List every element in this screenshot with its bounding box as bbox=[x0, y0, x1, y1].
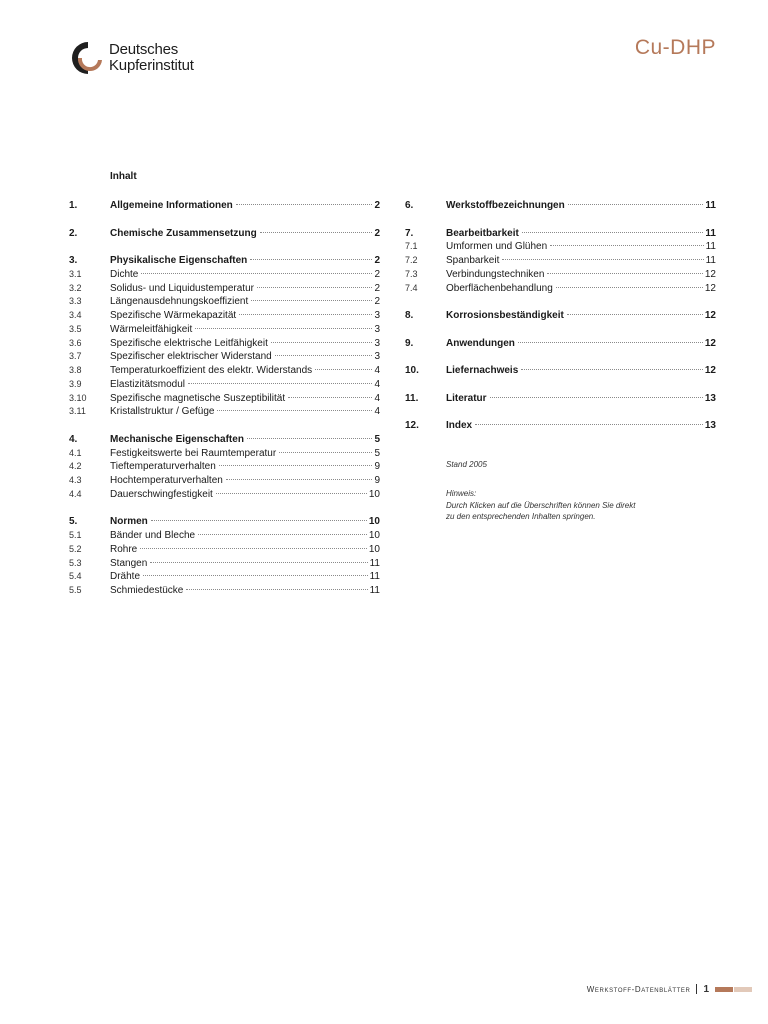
toc-subsection-link[interactable] bbox=[69, 557, 380, 571]
toc-label-line bbox=[446, 309, 716, 323]
toc-page-number: 3 bbox=[374, 323, 380, 335]
toc-label-line bbox=[110, 268, 380, 282]
toc-leader-dots bbox=[279, 452, 372, 453]
toc-label-line bbox=[110, 557, 380, 571]
toc-title: Dichte bbox=[110, 268, 139, 280]
toc-subsection-link[interactable] bbox=[69, 584, 380, 598]
hint-line1: Durch Klicken auf die Überschriften können Sie direkt bbox=[446, 500, 636, 510]
footer-accent-bar-light bbox=[734, 987, 752, 992]
toc-leader-dots bbox=[236, 204, 373, 205]
toc-section-link[interactable] bbox=[405, 227, 716, 241]
toc-subsection-link[interactable] bbox=[69, 405, 380, 419]
toc-page-number: 3 bbox=[374, 337, 380, 349]
toc-leader-dots bbox=[198, 534, 367, 535]
toc-spacer bbox=[405, 405, 716, 419]
toc-left-column bbox=[69, 199, 380, 598]
toc-page-number: 2 bbox=[374, 255, 380, 266]
toc-subsection-link[interactable] bbox=[69, 570, 380, 584]
toc-right-column bbox=[405, 199, 716, 433]
toc-page-number: 12 bbox=[704, 337, 716, 349]
toc-label-line bbox=[110, 405, 380, 419]
toc-number: 3.2 bbox=[69, 282, 82, 293]
toc-page-number: 5 bbox=[374, 447, 380, 459]
toc-leader-dots bbox=[247, 438, 373, 439]
toc-label-line bbox=[110, 515, 380, 529]
toc-number: 2. bbox=[69, 227, 78, 239]
toc-subsection-link[interactable] bbox=[69, 282, 380, 296]
toc-number: 3.1 bbox=[69, 268, 82, 279]
toc-title: Bänder und Bleche bbox=[110, 530, 196, 541]
toc-leader-dots bbox=[188, 383, 372, 384]
toc-section-link[interactable] bbox=[405, 392, 716, 406]
toc-number: 5.5 bbox=[69, 585, 82, 595]
toc-leader-dots bbox=[547, 273, 702, 274]
toc-leader-dots bbox=[217, 410, 372, 411]
toc-number: 3.3 bbox=[69, 296, 82, 307]
toc-number: 7.3 bbox=[405, 268, 418, 279]
toc-leader-dots bbox=[150, 562, 367, 563]
toc-page-number: 11 bbox=[369, 557, 380, 569]
toc-subsection-link[interactable] bbox=[69, 268, 380, 282]
toc-leader-dots bbox=[195, 328, 372, 329]
toc-label-line bbox=[110, 433, 380, 447]
toc-label-line bbox=[110, 323, 380, 337]
toc-section-link[interactable] bbox=[69, 227, 380, 241]
toc-title: Oberflächenbehandlung bbox=[446, 282, 553, 294]
toc-title: Korrosionsbeständigkeit bbox=[446, 310, 564, 321]
toc-title: Spanbarkeit bbox=[446, 255, 500, 266]
toc-page-number: 2 bbox=[374, 268, 380, 280]
toc-page-number: 3 bbox=[374, 351, 380, 363]
toc-label-line bbox=[110, 584, 380, 598]
toc-spacer bbox=[69, 213, 380, 227]
toc-page-number: 4 bbox=[374, 392, 380, 404]
toc-subsection-link[interactable] bbox=[69, 295, 380, 309]
toc-leader-dots bbox=[521, 369, 703, 370]
toc-subsection-link[interactable] bbox=[69, 309, 380, 323]
toc-label-line bbox=[110, 337, 380, 351]
toc-subsection-link[interactable] bbox=[405, 282, 716, 296]
toc-title: Chemische Zusammensetzung bbox=[110, 227, 257, 239]
toc-section-link[interactable] bbox=[69, 199, 380, 213]
toc-leader-dots bbox=[568, 204, 704, 205]
toc-page-number: 2 bbox=[374, 200, 380, 211]
toc-label-line bbox=[110, 488, 380, 502]
toc-number: 3.6 bbox=[69, 337, 82, 348]
toc-label-line bbox=[110, 309, 380, 323]
toc-title: Festigkeitswerte bei Raumtemperatur bbox=[110, 447, 277, 459]
toc-subsection-link[interactable] bbox=[69, 488, 380, 502]
toc-number: 7.2 bbox=[405, 255, 418, 265]
toc-page-number: 12 bbox=[704, 268, 716, 280]
toc-label-line bbox=[110, 460, 380, 474]
toc-page-number: 11 bbox=[705, 255, 716, 266]
toc-page-number: 11 bbox=[705, 200, 716, 211]
toc-page-number: 10 bbox=[368, 530, 380, 541]
toc-label-line bbox=[446, 419, 716, 433]
toc-title: Index bbox=[446, 420, 473, 431]
toc-title: Spezifische elektrische Leitfähigkeit bbox=[110, 337, 268, 349]
toc-subsection-link[interactable] bbox=[69, 323, 380, 337]
hint-line2: zu den entsprechenden Inhalten springen. bbox=[446, 512, 596, 521]
toc-section-link[interactable] bbox=[405, 364, 716, 378]
toc-page-number: 4 bbox=[374, 378, 380, 390]
toc-title: Spezifische magnetische Suszeptibilität bbox=[110, 392, 286, 404]
toc-leader-dots bbox=[226, 479, 373, 480]
toc-label-line bbox=[110, 543, 380, 557]
toc-number: 5. bbox=[69, 516, 78, 528]
footer-accent-bar bbox=[715, 987, 733, 992]
toc-subsection-link[interactable] bbox=[405, 254, 716, 268]
toc-label-line bbox=[446, 337, 716, 351]
toc-subsection-link[interactable] bbox=[69, 474, 380, 488]
toc-leader-dots bbox=[239, 314, 372, 315]
toc-label-line bbox=[110, 295, 380, 309]
toc-leader-dots bbox=[251, 300, 372, 301]
toc-label-line bbox=[110, 350, 380, 364]
page-footer bbox=[587, 983, 752, 995]
toc-number: 5.3 bbox=[69, 557, 82, 568]
toc-title: Werkstoffbezeichnungen bbox=[446, 200, 565, 211]
toc-title: Umformen und Glühen bbox=[446, 241, 548, 253]
toc-title: Verbindungstechniken bbox=[446, 268, 545, 280]
toc-leader-dots bbox=[490, 397, 703, 398]
toc-label-line bbox=[446, 227, 716, 241]
toc-spacer bbox=[405, 378, 716, 392]
toc-leader-dots bbox=[143, 575, 368, 576]
toc-label-line bbox=[446, 364, 716, 378]
toc-subsection-link[interactable] bbox=[69, 392, 380, 406]
toc-number: 3. bbox=[69, 255, 78, 266]
kupferinstitut-logo-icon bbox=[68, 38, 108, 78]
toc-number: 10. bbox=[405, 365, 419, 376]
toc-title: Spezifische Wärmekapazität bbox=[110, 310, 237, 321]
toc-title: Hochtemperaturverhalten bbox=[110, 475, 223, 486]
toc-number: 5.1 bbox=[69, 530, 82, 540]
toc-spacer bbox=[69, 419, 380, 433]
toc-spacer bbox=[405, 350, 716, 364]
toc-page-number: 4 bbox=[374, 406, 380, 418]
toc-number: 7. bbox=[405, 227, 414, 239]
document-title: Cu-DHP bbox=[634, 36, 716, 59]
toc-leader-dots bbox=[556, 287, 703, 288]
toc-number: 3.5 bbox=[69, 323, 82, 334]
toc-label-line bbox=[110, 529, 380, 543]
toc-subsection-link[interactable] bbox=[69, 350, 380, 364]
toc-number: 5.4 bbox=[69, 571, 82, 582]
toc-page-number: 13 bbox=[704, 420, 716, 431]
toc-leader-dots bbox=[315, 369, 372, 370]
toc-spacer bbox=[69, 240, 380, 254]
toc-title: Tieftemperaturverhalten bbox=[110, 461, 216, 473]
toc-leader-dots bbox=[502, 259, 703, 260]
toc-title: Stangen bbox=[110, 557, 148, 569]
toc-title: Solidus- und Liquidustemperatur bbox=[110, 282, 254, 294]
toc-title: Elastizitätsmodul bbox=[110, 378, 186, 390]
toc-leader-dots bbox=[219, 465, 373, 466]
toc-number: 3.8 bbox=[69, 365, 82, 375]
toc-section-link[interactable] bbox=[405, 419, 716, 433]
toc-subsection-link[interactable] bbox=[69, 529, 380, 543]
toc-label-line bbox=[446, 254, 716, 268]
toc-section-link[interactable] bbox=[405, 337, 716, 351]
toc-subsection-link[interactable] bbox=[405, 268, 716, 282]
toc-spacer bbox=[405, 295, 716, 309]
toc-page-number: 12 bbox=[704, 365, 716, 376]
page-number: 1 bbox=[703, 983, 709, 995]
toc-title: Längenausdehnungskoeffizient bbox=[110, 296, 249, 308]
toc-subsection-link[interactable] bbox=[405, 240, 716, 254]
toc-leader-dots bbox=[271, 342, 373, 343]
logo-line2: Kupferinstitut bbox=[109, 57, 194, 74]
toc-leader-dots bbox=[288, 397, 372, 398]
toc-label-line bbox=[110, 570, 380, 584]
toc-title: Kristallstruktur / Gefüge bbox=[110, 406, 215, 418]
toc-page-number: 12 bbox=[704, 310, 716, 321]
toc-leader-dots bbox=[216, 493, 367, 494]
toc-label-line bbox=[446, 199, 716, 213]
toc-page-number: 10 bbox=[368, 488, 380, 500]
toc-page-number: 2 bbox=[374, 227, 380, 239]
toc-page-number: 13 bbox=[704, 392, 716, 404]
toc-subsection-link[interactable] bbox=[69, 337, 380, 351]
toc-number: 3.10 bbox=[69, 392, 87, 403]
toc-page-number: 11 bbox=[705, 241, 716, 253]
toc-title: Rohre bbox=[110, 543, 138, 555]
toc-number: 6. bbox=[405, 200, 414, 211]
toc-leader-dots bbox=[522, 232, 704, 233]
toc-leader-dots bbox=[151, 520, 367, 521]
toc-title: Schmiedestücke bbox=[110, 585, 184, 596]
toc-subsection-link[interactable] bbox=[69, 378, 380, 392]
toc-section-link[interactable] bbox=[69, 515, 380, 529]
toc-number: 9. bbox=[405, 337, 414, 349]
toc-leader-dots bbox=[475, 424, 703, 425]
toc-spacer bbox=[405, 323, 716, 337]
toc-leader-dots bbox=[250, 259, 372, 260]
toc-label-line bbox=[110, 282, 380, 296]
toc-title: Physikalische Eigenschaften bbox=[110, 255, 248, 266]
toc-heading: Inhalt bbox=[110, 171, 137, 182]
toc-title: Liefernachweis bbox=[446, 365, 519, 376]
toc-label-line bbox=[110, 392, 380, 406]
toc-number: 11. bbox=[405, 392, 419, 404]
toc-title: Drähte bbox=[110, 571, 141, 583]
toc-leader-dots bbox=[140, 548, 367, 549]
logo-line1: Deutsches bbox=[109, 41, 179, 58]
toc-subsection-link[interactable] bbox=[69, 447, 380, 461]
toc-label-line bbox=[446, 240, 716, 254]
stand-note: Stand 2005 bbox=[446, 460, 487, 469]
toc-title: Mechanische Eigenschaften bbox=[110, 433, 244, 445]
toc-number: 3.7 bbox=[69, 351, 82, 362]
toc-title: Literatur bbox=[446, 392, 487, 404]
toc-number: 4.2 bbox=[69, 461, 82, 472]
toc-number: 4.1 bbox=[69, 447, 82, 458]
toc-label-line bbox=[110, 227, 380, 241]
toc-subsection-link[interactable] bbox=[69, 543, 380, 557]
toc-number: 4.3 bbox=[69, 475, 82, 485]
toc-page-number: 3 bbox=[374, 310, 380, 321]
toc-page-number: 12 bbox=[704, 282, 716, 294]
toc-page-number: 10 bbox=[368, 543, 380, 555]
toc-leader-dots bbox=[518, 342, 703, 343]
toc-label-line bbox=[110, 378, 380, 392]
toc-title: Normen bbox=[110, 516, 148, 528]
toc-label-line bbox=[110, 364, 380, 378]
toc-title: Dauerschwingfestigkeit bbox=[110, 488, 213, 500]
toc-title: Spezifischer elektrischer Widerstand bbox=[110, 351, 272, 363]
toc-page-number: 2 bbox=[374, 282, 380, 294]
toc-leader-dots bbox=[257, 287, 372, 288]
footer-separator bbox=[696, 984, 697, 994]
toc-title: Temperaturkoeffizient des elektr. Widerstands bbox=[110, 365, 313, 376]
toc-number: 1. bbox=[69, 200, 78, 211]
toc-title: Bearbeitbarkeit bbox=[446, 227, 519, 239]
toc-leader-dots bbox=[550, 245, 703, 246]
logo-text bbox=[109, 42, 194, 74]
toc-number: 7.4 bbox=[405, 282, 418, 293]
toc-number: 12. bbox=[405, 420, 419, 431]
toc-leader-dots bbox=[186, 589, 367, 590]
toc-page-number: 9 bbox=[374, 475, 380, 486]
toc-label-line bbox=[110, 254, 380, 268]
toc-page-number: 11 bbox=[369, 571, 380, 583]
toc-leader-dots bbox=[275, 355, 373, 356]
toc-section-link[interactable] bbox=[405, 199, 716, 213]
hint-title: Hinweis: bbox=[446, 489, 477, 498]
toc-page-number: 11 bbox=[705, 227, 716, 239]
toc-page-number: 5 bbox=[374, 433, 380, 445]
toc-number: 3.4 bbox=[69, 310, 82, 320]
toc-leader-dots bbox=[141, 273, 372, 274]
toc-page-number: 10 bbox=[368, 516, 380, 528]
toc-title: Wärmeleitfähigkeit bbox=[110, 323, 193, 335]
toc-label-line bbox=[110, 474, 380, 488]
toc-title: Allgemeine Informationen bbox=[110, 200, 233, 211]
toc-section-link[interactable] bbox=[69, 254, 380, 268]
toc-label-line bbox=[446, 392, 716, 406]
toc-number: 3.9 bbox=[69, 378, 82, 389]
toc-subsection-link[interactable] bbox=[69, 460, 380, 474]
toc-title: Anwendungen bbox=[446, 337, 515, 349]
toc-section-link[interactable] bbox=[405, 309, 716, 323]
toc-page-number: 11 bbox=[369, 585, 380, 596]
toc-spacer bbox=[69, 502, 380, 516]
toc-number: 5.2 bbox=[69, 543, 82, 554]
toc-section-link[interactable] bbox=[69, 433, 380, 447]
toc-leader-dots bbox=[567, 314, 703, 315]
toc-spacer bbox=[405, 213, 716, 227]
toc-number: 7.1 bbox=[405, 241, 418, 252]
toc-page-number: 2 bbox=[374, 296, 380, 308]
toc-number: 8. bbox=[405, 310, 414, 321]
toc-label-line bbox=[446, 282, 716, 296]
toc-number: 3.11 bbox=[69, 406, 86, 417]
toc-subsection-link[interactable] bbox=[69, 364, 380, 378]
toc-label-line bbox=[110, 199, 380, 213]
toc-label-line bbox=[110, 447, 380, 461]
logo bbox=[68, 38, 228, 82]
toc-number: 4. bbox=[69, 433, 78, 445]
hint-note bbox=[446, 488, 635, 523]
toc-leader-dots bbox=[260, 232, 373, 233]
footer-label: Werkstoff-Datenblätter bbox=[586, 984, 691, 994]
toc-page-number: 4 bbox=[374, 365, 380, 376]
toc-label-line bbox=[446, 268, 716, 282]
toc-page-number: 9 bbox=[374, 461, 380, 473]
toc-number: 4.4 bbox=[69, 488, 82, 499]
